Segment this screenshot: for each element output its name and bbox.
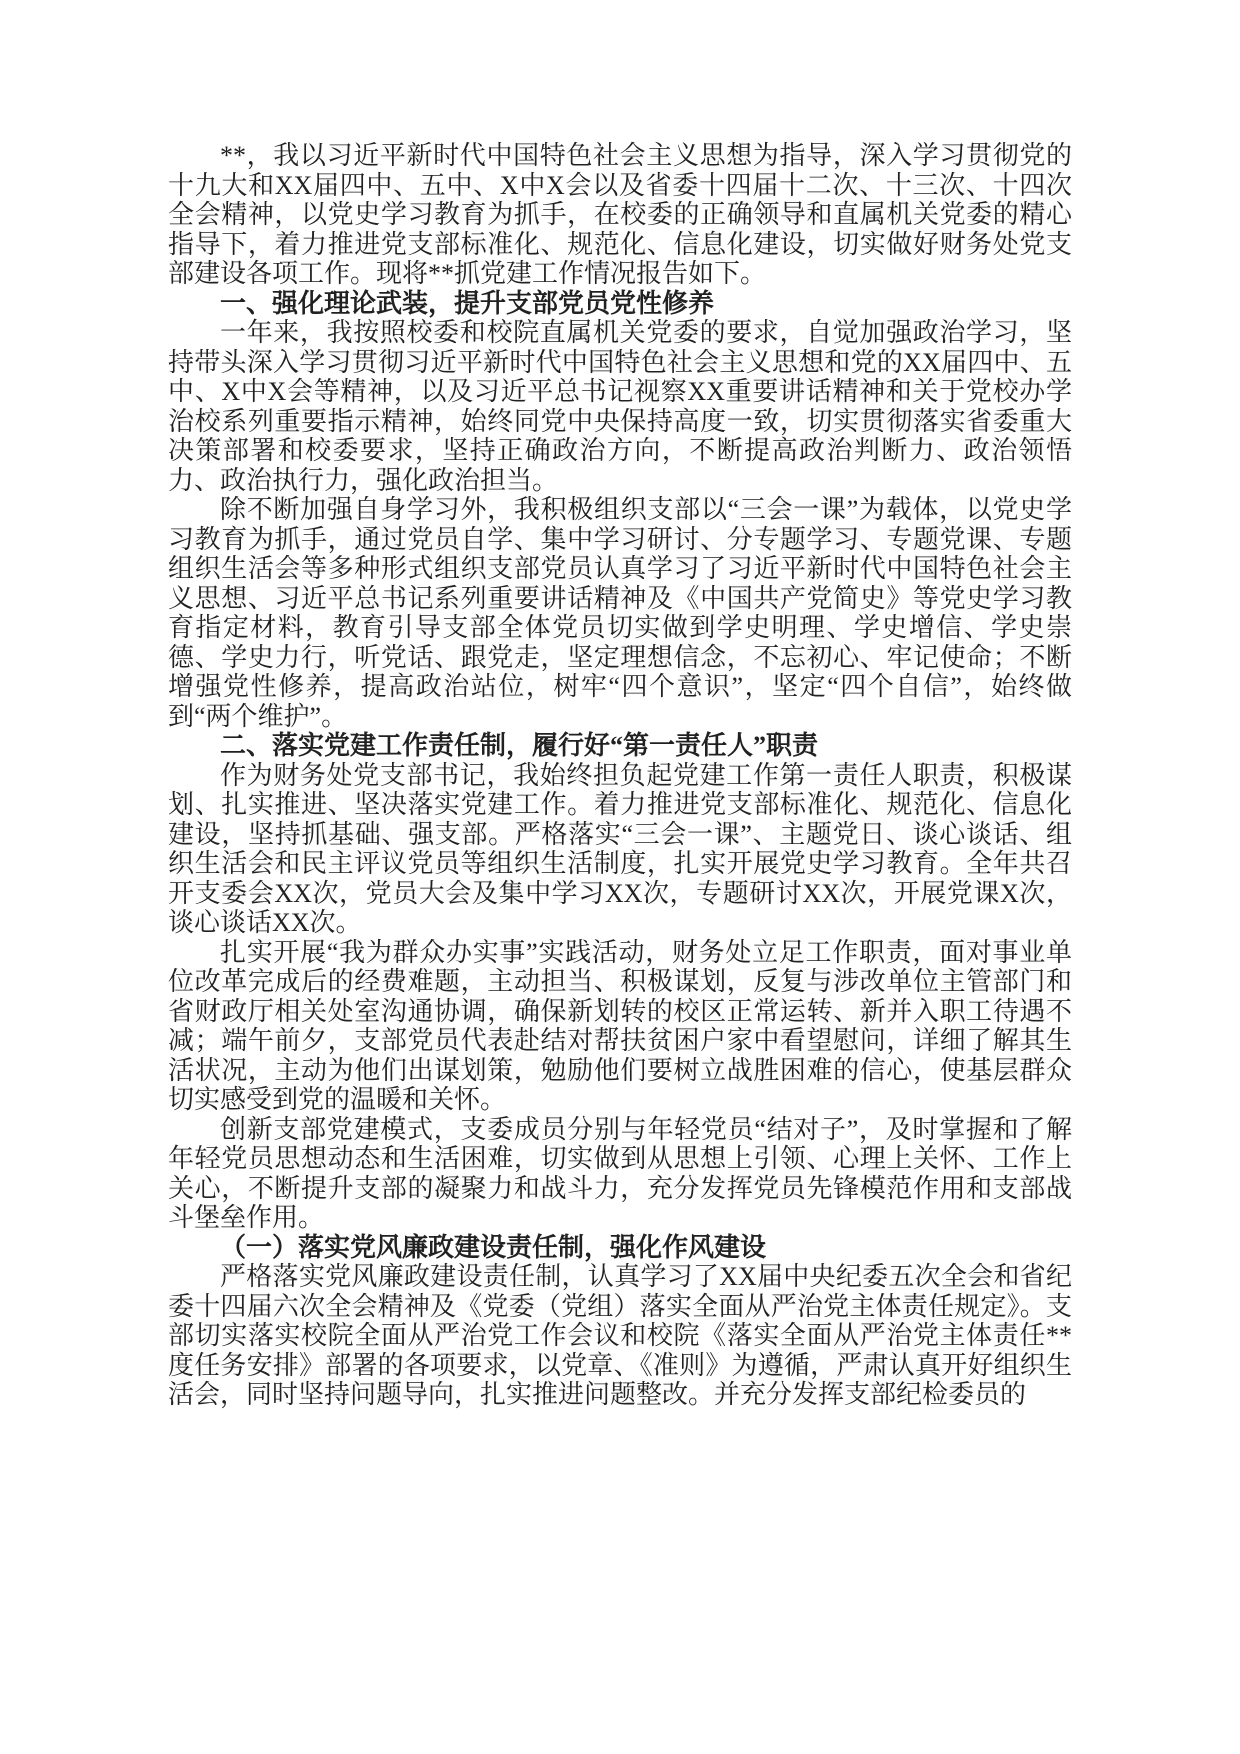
intro-paragraph: **，我以习近平新时代中国特色社会主义思想为指导，深入学习贯彻党的十九大和XX届四中、五中、X中X会以及省委十四届十二次、十三次、十四次全会精神，以党史学习教育为抓手，在校委的正确领导和直属机关党委的精心指导下，着力推进党支部标准化、规范化、信息化建设，切实做好财务处党支部建设各项工作。现将**抓党建工作情况报告如下。 [168,141,1072,288]
section-1-heading: 一、强化理论武装，提升支部党员党性修养 [220,288,715,318]
subsection-1-paragraph-1: 严格落实党风廉政建设责任制，认真学习了XX届中央纪委五次全会和省纪委十四届六次全会精神及《党委（党组）落实全面从严治党主体责任规定》。支部切实落实校院全面从严治党工作会议和校院《落实全面从严治党主体责任**度任务安排》部署的各项要求，以党章、《准则》为遵循，严肃认真开好组织生活会，同时坚持问题导向，扎实推进问题整改。并充分发挥支部纪检委员的 [168,1262,1072,1409]
subsection-1-heading: （一）落实党风廉政建设责任制，强化作风建设 [220,1232,767,1262]
section-1-paragraph-1: 一年来，我按照校委和校院直属机关党委的要求，自觉加强政治学习，坚持带头深入学习贯彻习近平新时代中国特色社会主义思想和党的XX届四中、五中、X中X会等精神，以及习近平总书记视察XX重要讲话精神和关于党校办学治校系列重要指示精神，始终同党中央保持高度一致，切实贯彻落实省委重大决策部署和校委要求，坚持正确政治方向，不断提高政治判断力、政治领悟力、政治执行力，强化政治担当。 [168,318,1072,495]
section-1-paragraph-2: 除不断加强自身学习外，我积极组织支部以“三会一课”为载体，以党史学习教育为抓手，通过党员自学、集中学习研讨、分专题学习、专题党课、专题组织生活会等多种形式组织支部党员认真学习了习近平新时代中国特色社会主义思想、习近平总书记系列重要讲话精神及《中国共产党简史》等党史学习教育指定材料，教育引导支部全体党员切实做到学史明理、学史增信、学史崇德、学史力行，听党话、跟党走，坚定理想信念，不忘初心、牢记使命；不断增强党性修养，提高政治站位，树牢“四个意识”，坚定“四个自信”，始终做到“两个维护”。 [168,495,1072,731]
document-body [168,141,1072,1410]
section-2-paragraph-2: 扎实开展“我为群众办实事”实践活动，财务处立足工作职责，面对事业单位改革完成后的经费难题，主动担当、积极谋划，反复与涉改单位主管部门和省财政厅相关处室沟通协调，确保新划转的校区正常运转、新并入职工待遇不减；端午前夕，支部党员代表赴结对帮扶贫困户家中看望慰问，详细了解其生活状况，主动为他们出谋划策，勉励他们要树立战胜困难的信心，使基层群众切实感受到党的温暖和关怀。 [168,937,1072,1114]
section-2-paragraph-3: 创新支部党建模式，支委成员分别与年轻党员“结对子”，及时掌握和了解年轻党员思想动态和生活困难，切实做到从思想上引领、心理上关怀、工作上关心，不断提升支部的凝聚力和战斗力，充分发挥党员先锋模范作用和支部战斗堡垒作用。 [168,1114,1072,1232]
section-2-paragraph-1: 作为财务处党支部书记，我始终担负起党建工作第一责任人职责，积极谋划、扎实推进、坚决落实党建工作。着力推进党支部标准化、规范化、信息化建设，坚持抓基础、强支部。严格落实“三会一课”、主题党日、谈心谈话、组织生活会和民主评议党员等组织生活制度，扎实开展党史学习教育。全年共召开支委会XX次，党员大会及集中学习XX次，专题研讨XX次，开展党课X次，谈心谈话XX次。 [168,760,1072,937]
section-2-heading: 二、落实党建工作责任制，履行好“第一责任人”职责 [220,731,819,760]
